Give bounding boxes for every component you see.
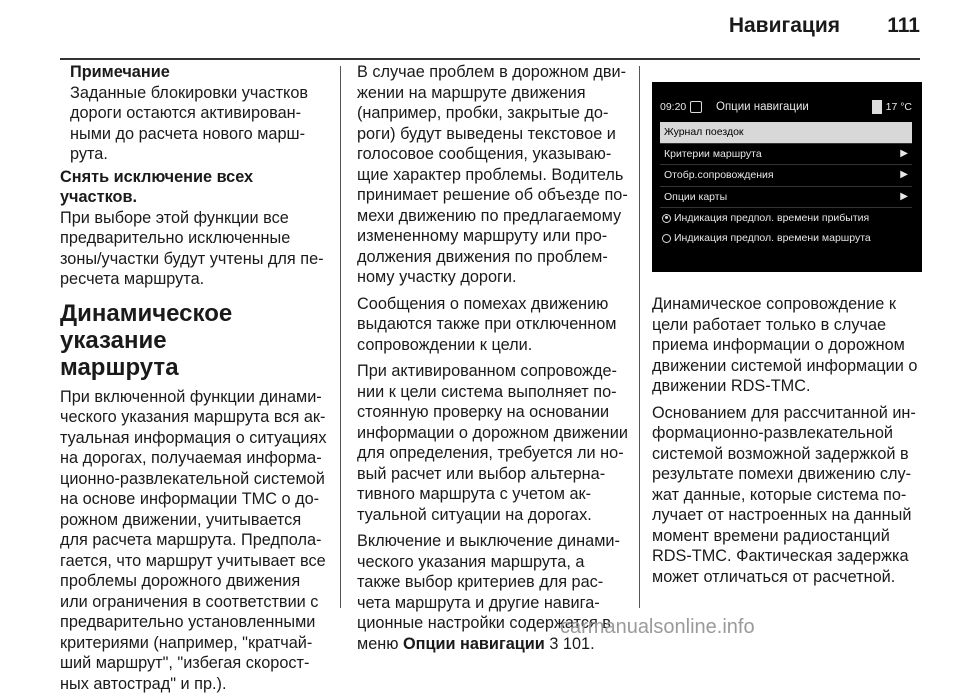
text-line: цели работает только в случае xyxy=(652,315,887,334)
text-line: также выбор критериев для рас- xyxy=(357,573,604,591)
text-line: При активированном сопровожде- xyxy=(357,362,617,380)
subheading: Снять исключение всех участков. xyxy=(60,167,254,206)
text-line: вый расчет или выбор альтерна- xyxy=(357,464,606,483)
fuel-icon xyxy=(872,100,882,114)
screen-status-bar xyxy=(660,96,912,118)
text-line: приема информации о дорожном xyxy=(652,336,905,354)
radio-label: Индикация предпол. времени прибытия xyxy=(674,211,870,224)
text-fragment: меню xyxy=(357,634,403,653)
text-line: ресчета маршрута. xyxy=(60,270,205,288)
text-line: критериями (например, "кратчай- xyxy=(60,633,313,652)
text-paragraph xyxy=(357,62,632,288)
screen-radio-option[interactable] xyxy=(660,208,912,228)
text-line: результате помехи движению слу- xyxy=(652,465,912,483)
page-ref-icon: 3 xyxy=(549,634,559,653)
text-line: предварительно исключенные xyxy=(60,229,291,247)
text-line: RDS-TMC. Фактическая задержка xyxy=(652,547,909,565)
radio-label: Индикация предпол. времени маршрута xyxy=(674,231,871,244)
text-line: на основе информации ТМС о до- xyxy=(60,490,320,508)
text-line: ческого указания маршрута вся ак- xyxy=(60,408,326,426)
text-line: на дорогах, получаемая информа- xyxy=(60,449,322,467)
text-line: для определения, требуется ли но- xyxy=(357,444,624,462)
text-line: При выборе этой функции все xyxy=(60,208,289,227)
text-line: гается, что маршрут учитывает все xyxy=(60,551,326,570)
menu-item-label: Критерии маршрута xyxy=(664,147,762,160)
text-line: Основанием для рассчитанной ин- xyxy=(652,403,916,422)
text-line: рожном движении, учитывается xyxy=(60,510,302,529)
radio-unselected-icon xyxy=(662,234,671,243)
column-divider xyxy=(639,66,640,608)
text-line: жат данные, которые система по- xyxy=(652,485,907,504)
clear-exclusions-paragraph xyxy=(60,167,328,290)
screen-menu-item[interactable] xyxy=(660,144,912,166)
text-line: сопровождении к цели. xyxy=(357,335,533,354)
text-paragraph xyxy=(357,361,632,525)
text-line: мехи движению по предлагаемому xyxy=(357,206,622,225)
text-line: движении RDS-TMC. xyxy=(652,377,811,395)
text-line: голосовое сообщения, указываю- xyxy=(357,145,612,163)
arrow-right-icon: ▶ xyxy=(900,190,908,202)
text-line: ционно-развлекательной системой xyxy=(60,469,325,488)
menu-item-label: Журнал поездок xyxy=(664,126,744,138)
screen-time: 09:20 xyxy=(660,100,687,113)
header-divider xyxy=(60,58,920,60)
text-line: туальной ситуации на дорогах. xyxy=(357,505,592,524)
note-title: Примечание xyxy=(70,63,170,81)
column-divider xyxy=(340,66,341,608)
heading-line: маршрута xyxy=(60,353,179,381)
text-line: формационно-развлекательной xyxy=(652,424,893,442)
text-line: тивного маршрута с учетом ак- xyxy=(357,485,592,503)
column-middle xyxy=(357,62,632,660)
screen-temperature: 17 °C xyxy=(885,100,912,113)
text-line: нии к цели система выполняет по- xyxy=(357,382,617,401)
text-line: щие характер проблемы. Водитель xyxy=(357,165,624,184)
text-line: ческого указания маршрута, а xyxy=(357,552,585,571)
page-ref-number: 101. xyxy=(558,634,595,653)
note-line: ными до расчета нового марш- xyxy=(70,124,306,143)
text-line: зоны/участки будут учтены для пе- xyxy=(60,249,324,268)
display-screenshot xyxy=(652,82,922,272)
note-line: рута. xyxy=(70,145,108,163)
text-line: или ограничения в соответствии с xyxy=(60,592,319,611)
column-right xyxy=(652,62,922,593)
text-line: чета маршрута и другие навига- xyxy=(357,593,600,612)
text-line: (например, пробки, закрытые до- xyxy=(357,104,609,122)
watermark: carmanualsonline.info xyxy=(560,616,755,638)
text-line: Сообщения о помехах движению xyxy=(357,294,609,313)
text-line: Динамическое сопровождение к xyxy=(652,295,896,313)
text-line: выдаются также при отключенном xyxy=(357,315,617,333)
page-header xyxy=(60,14,920,54)
text-line: должения движения по проблем- xyxy=(357,247,608,266)
screen-menu-list xyxy=(660,122,912,248)
heading-line: Динамическое указание xyxy=(60,299,233,354)
dynamic-guidance-paragraph xyxy=(60,387,328,695)
text-line: стоянную проверку на основании xyxy=(357,403,610,421)
screen-title: Опции навигации xyxy=(716,100,809,113)
text-line: движении системой информации о xyxy=(652,356,918,375)
text-paragraph xyxy=(652,294,922,397)
text-line: В случае проблем в дорожном дви- xyxy=(357,63,627,81)
text-line: Включение и выключение динами- xyxy=(357,532,620,550)
note-box xyxy=(60,62,328,165)
menu-item-label: Отобр.сопровождения xyxy=(664,169,774,181)
text-line: ший маршрут", "избегая скорост- xyxy=(60,654,310,672)
clock-icon xyxy=(690,101,702,113)
text-line: измененному маршруту или про- xyxy=(357,227,608,245)
radio-selected-icon xyxy=(662,214,671,223)
text-line: момент времени радиостанций xyxy=(652,526,890,545)
text-line: информации о дорожном движении xyxy=(357,423,628,442)
note-line: дороги остаются активирован- xyxy=(70,104,302,122)
text-line: ционные настройки содержатся в xyxy=(357,614,611,632)
text-line: предварительно установленными xyxy=(60,613,316,631)
text-paragraph xyxy=(357,294,632,356)
text-line: проблемы дорожного движения xyxy=(60,572,301,590)
text-line: туальная информация о ситуациях xyxy=(60,428,327,447)
menu-item-label: Опции карты xyxy=(664,190,728,203)
text-line: ному участку дороги. xyxy=(357,268,517,286)
text-line: жении на маршруте движения xyxy=(357,83,586,102)
screen-radio-option[interactable] xyxy=(660,228,912,248)
text-line: ных автострад" и пр.). xyxy=(60,674,227,693)
screen-menu-item[interactable] xyxy=(660,122,912,144)
column-left xyxy=(60,62,328,700)
text-line: При включенной функции динами- xyxy=(60,387,322,406)
menu-reference: Опции навигации xyxy=(402,634,545,653)
text-paragraph xyxy=(652,403,922,588)
text-line: принимает решение об объезде по- xyxy=(357,186,628,204)
arrow-right-icon: ▶ xyxy=(900,169,908,180)
screen-menu-item[interactable] xyxy=(660,165,912,187)
text-line: лучает от настроенных на данный xyxy=(652,506,912,524)
text-line: может отличаться от расчетной. xyxy=(652,567,896,586)
section-heading xyxy=(60,300,328,381)
screen-menu-item[interactable] xyxy=(660,187,912,209)
text-line: для расчета маршрута. Предпола- xyxy=(60,531,322,549)
note-line: Заданные блокировки участков xyxy=(70,83,309,102)
text-line: роги) будут выведены текстовое и xyxy=(357,124,616,143)
page-number: 111 xyxy=(887,14,920,37)
text-line: системой возможной задержкой в xyxy=(652,444,909,463)
section-title: Навигация xyxy=(728,14,840,37)
arrow-right-icon: ▶ xyxy=(900,147,908,159)
